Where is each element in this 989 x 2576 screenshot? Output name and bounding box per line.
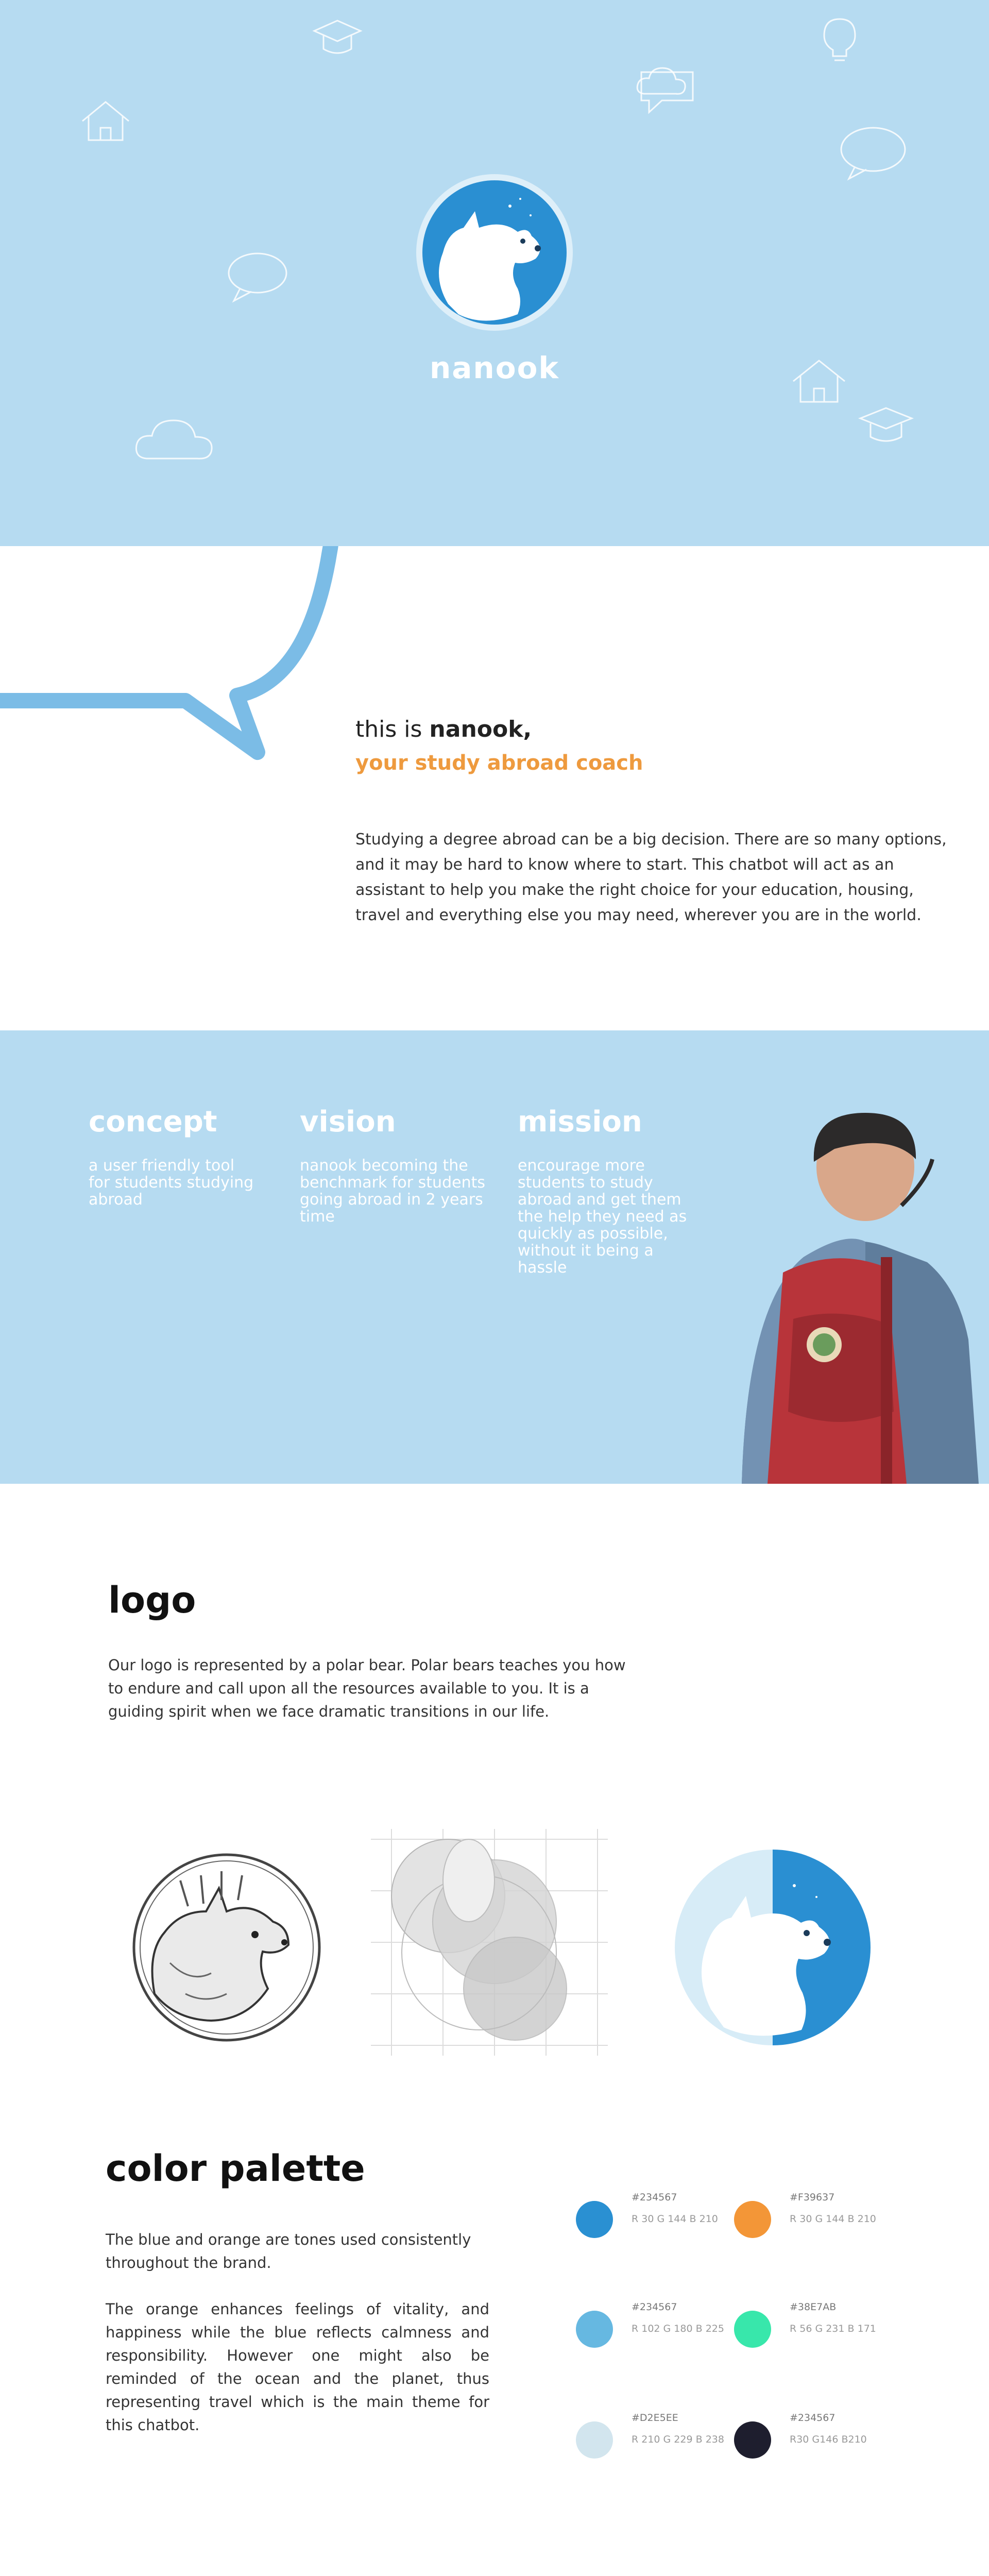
logo-final — [659, 1834, 886, 2061]
swatch-hex: #234567 — [632, 2192, 677, 2203]
logo-heading: logo — [108, 1579, 196, 1621]
logo-construction-grid — [361, 1819, 618, 2066]
graduation-cap-icon — [309, 13, 366, 59]
mission-text: encourage more students to study abroad and get them the help they need as quickly as possible, without it being a hassle — [518, 1157, 687, 1277]
intro-body: Studying a degree abroad can be a big decision. There are so many options, and it may be hard to know where to start. This chatbot will act as an assistant to help you make the right choice for your education, housing, travel and everything else you may need, wherever you are in the world. — [355, 831, 947, 924]
chat-bubble-icon — [221, 247, 294, 304]
mission-column — [518, 1105, 693, 1276]
swatch-hex: #38E7AB — [790, 2301, 837, 2313]
palette-heading: color palette — [106, 2147, 365, 2190]
logo-body: Our logo is represented by a polar bear. Polar bears teaches you how to endure and call upon all the resources available to you. It is a guiding spirit when we face dramatic transitions in our life. — [108, 1656, 626, 1720]
brand-name: nanook — [430, 350, 559, 385]
cloud-icon — [131, 407, 219, 474]
intro-subtitle: your study abroad coach — [355, 751, 643, 775]
graduation-cap-icon — [855, 402, 917, 448]
swatch-hex: #234567 — [632, 2301, 677, 2313]
concept-title: concept — [89, 1105, 217, 1139]
speech-bubble-graphic — [0, 546, 361, 814]
swatch-circle — [576, 2201, 613, 2238]
logo-sketch — [118, 1839, 335, 2056]
house-icon — [77, 98, 134, 144]
swatch-hex: #D2E5EE — [632, 2412, 678, 2424]
swatch-rgb: R 102 G 180 B 225 — [632, 2323, 724, 2334]
intro-heading — [355, 716, 532, 742]
swatch-circle — [576, 2311, 613, 2348]
swatch-rgb: R30 G146 B210 — [790, 2434, 867, 2445]
lightbulb-icon — [811, 13, 868, 64]
student-photo — [711, 1103, 989, 1484]
palette-body-2: The orange enhances feelings of vitality, and happiness while the blue reflects calmness and responsibility. However one might also be reminded of the ocean and the planet, thus representing travel which is the main theme for this chatbot. — [106, 2300, 489, 2434]
concept-column — [89, 1105, 259, 1208]
concept-text: a user friendly tool for students studying abroad — [89, 1157, 254, 1209]
vision-text: nanook becoming the benchmark for students going abroad in 2 years time — [300, 1157, 485, 1226]
swatch-circle — [734, 2421, 771, 2459]
swatch-circle — [734, 2201, 771, 2238]
palette-body-1: The blue and orange are tones used consistently throughout the brand. — [106, 2231, 471, 2272]
mission-title: mission — [518, 1105, 642, 1139]
logo-section — [0, 1484, 989, 2138]
swatch-hex: #F39637 — [790, 2192, 835, 2203]
color-palette-section — [0, 2138, 989, 2576]
nanook-logo — [412, 170, 577, 335]
hero-section — [0, 0, 989, 546]
intro-name: nanook, — [429, 716, 532, 742]
intro-prefix: this is — [355, 716, 430, 742]
concept-vision-mission-section — [0, 1030, 989, 1484]
chat-bubble-icon — [834, 121, 912, 183]
swatch-hex: #234567 — [790, 2412, 835, 2424]
swatch-rgb: R 30 G 144 B 210 — [632, 2213, 718, 2225]
intro-section — [0, 546, 989, 1030]
swatch-circle — [576, 2421, 613, 2459]
swatch-rgb: R 30 G 144 B 210 — [790, 2213, 876, 2225]
swatch-circle — [734, 2311, 771, 2348]
chat-bubble-icon — [634, 62, 701, 118]
swatch-rgb: R 210 G 229 B 238 — [632, 2434, 724, 2445]
vision-title: vision — [300, 1105, 396, 1139]
vision-column — [300, 1105, 485, 1225]
swatch-rgb: R 56 G 231 B 171 — [790, 2323, 876, 2334]
